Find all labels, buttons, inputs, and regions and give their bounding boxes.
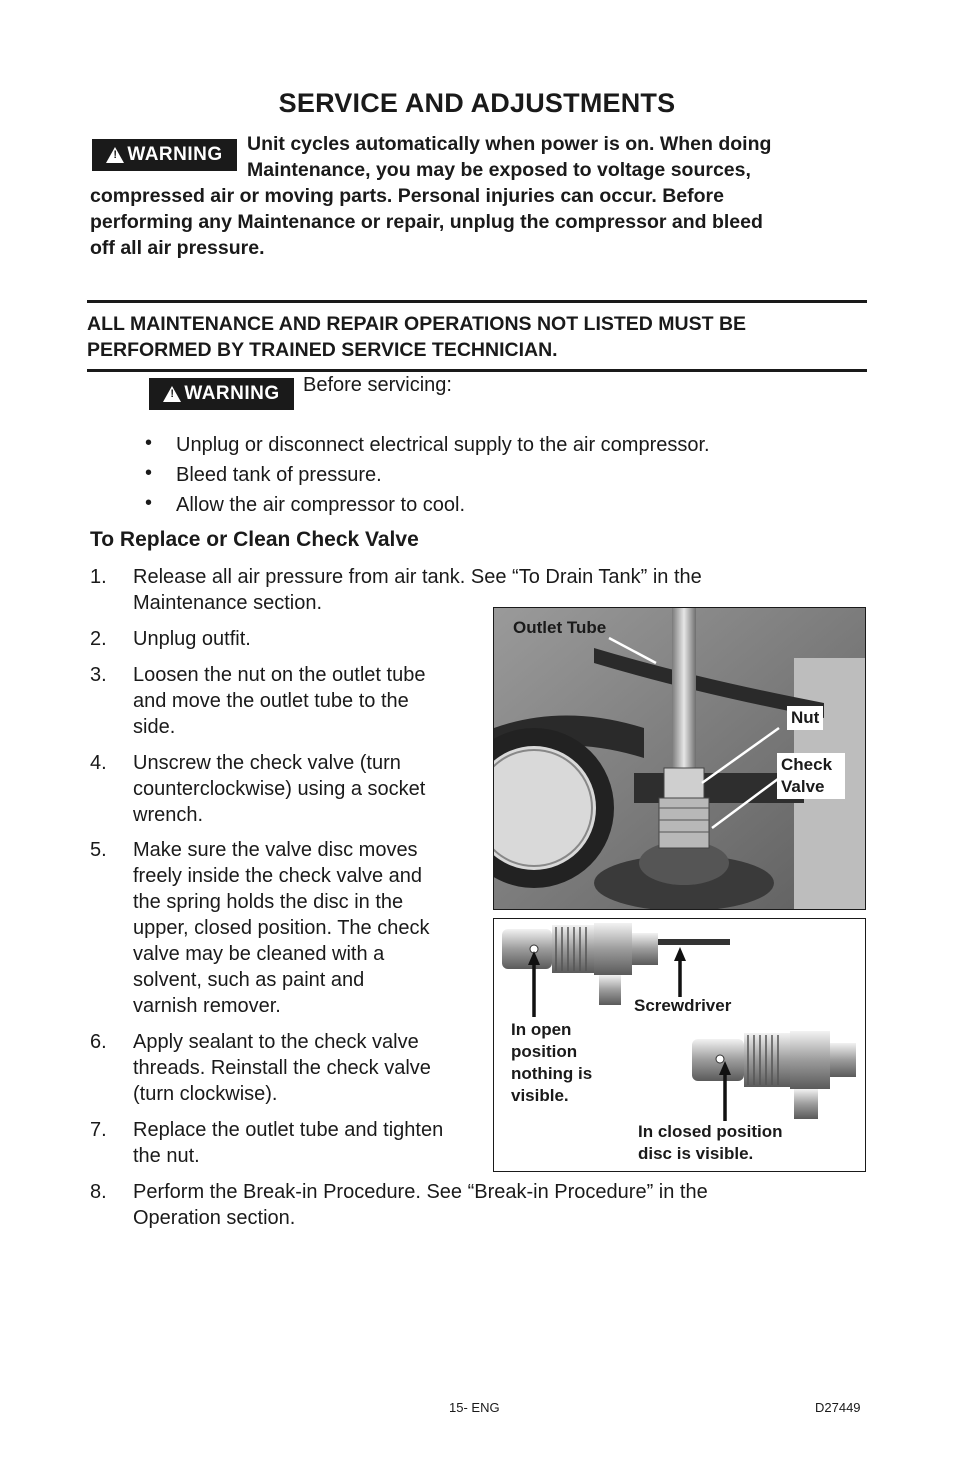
document-code: D27449	[815, 1400, 861, 1415]
divider-top	[87, 300, 867, 303]
bullet-dot: •	[145, 432, 153, 454]
warning-triangle-icon	[106, 147, 124, 163]
warning-line: off all air pressure.	[90, 237, 265, 259]
bullet-dot: •	[145, 492, 153, 514]
step-line: Release all air pressure from air tank. See “To Drain Tank” in the	[133, 566, 702, 588]
step-line: varnish remover.	[133, 995, 281, 1017]
bullet-item: Bleed tank of pressure.	[176, 464, 382, 486]
warning-line: Unit cycles automatically when power is on. When doing	[247, 133, 772, 155]
label-line: position	[511, 1042, 578, 1061]
step-text	[133, 662, 425, 740]
warning-badge	[92, 139, 237, 171]
step-number: 4.	[90, 752, 107, 774]
step-line: the spring holds the disc in the	[133, 891, 404, 913]
step-line: Apply sealant to the check valve	[133, 1031, 419, 1053]
warning-line: compressed air or moving parts. Personal injuries can occur. Before	[90, 185, 724, 207]
step-number: 7.	[90, 1119, 107, 1141]
step-line: counterclockwise) using a socket	[133, 778, 426, 800]
step-line: Replace the outlet tube and tighten	[133, 1119, 444, 1141]
warning-badge	[149, 378, 294, 410]
step-line: Unscrew the check valve (turn	[133, 752, 401, 774]
bullet-item: Allow the air compressor to cool.	[176, 494, 466, 516]
step-number: 5.	[90, 839, 107, 861]
step-line: Operation section.	[133, 1207, 296, 1229]
check-valve-photo	[493, 607, 866, 910]
label-screwdriver: Screwdriver	[634, 996, 732, 1015]
step-number: 2.	[90, 628, 107, 650]
section-heading: To Replace or Clean Check Valve	[90, 528, 419, 551]
before-servicing: Before servicing:	[303, 374, 452, 396]
step-line: (turn clockwise).	[133, 1083, 278, 1105]
bullet-dot: •	[145, 462, 153, 484]
label-line: disc is visible.	[638, 1144, 754, 1163]
step-line: upper, closed position. The check	[133, 917, 430, 939]
step-line: Loosen the nut on the outlet tube	[133, 664, 426, 686]
label-nut: Nut	[787, 706, 823, 730]
step-number: 6.	[90, 1031, 107, 1053]
step-line: side.	[133, 716, 176, 738]
step-line: Maintenance section.	[133, 592, 323, 614]
notice-line: ALL MAINTENANCE AND REPAIR OPERATIONS NOT LISTED MUST BE	[87, 313, 747, 335]
warning-line: Maintenance, you may be exposed to voltage sources,	[247, 159, 751, 181]
step-number: 8.	[90, 1181, 107, 1203]
step-line: the nut.	[133, 1145, 200, 1167]
step-number: 3.	[90, 664, 107, 686]
step-text	[133, 837, 429, 1019]
step-line: Perform the Break-in Procedure. See “Break-in Procedure” in the	[133, 1181, 708, 1203]
label-line: nothing is	[511, 1064, 593, 1083]
step-line: Make sure the valve disc moves	[133, 839, 418, 861]
notice-line: PERFORMED BY TRAINED SERVICE TECHNICIAN.	[87, 339, 558, 361]
warning-text	[247, 131, 771, 183]
step-line: wrench.	[133, 804, 204, 826]
step-line: and move the outlet tube to the	[133, 690, 409, 712]
valve-position-diagram	[493, 918, 866, 1172]
warning-line: performing any Maintenance or repair, unplug the compressor and bleed	[90, 211, 763, 233]
label-line: In open	[511, 1020, 572, 1039]
step-text	[133, 626, 251, 652]
page-title: SERVICE AND ADJUSTMENTS	[278, 88, 676, 118]
label-check-valve	[777, 753, 845, 799]
label-outlet-tube: Outlet Tube	[513, 618, 607, 637]
notice-text	[87, 311, 867, 363]
warning-badge-label: WARNING	[184, 383, 280, 404]
label-line: Check	[781, 755, 833, 774]
step-line: solvent, such as paint and	[133, 969, 365, 991]
label-line: Valve	[781, 777, 825, 796]
page-number: 15- ENG	[449, 1400, 500, 1415]
bullet-item: Unplug or disconnect electrical supply to the air compressor.	[176, 434, 710, 456]
label-closed-position	[638, 1121, 783, 1165]
step-text	[133, 750, 425, 828]
step-line: Unplug outfit.	[133, 628, 251, 650]
step-text	[133, 1029, 431, 1107]
step-text	[133, 1179, 708, 1231]
warning-text-continued	[90, 183, 763, 261]
step-line: valve may be cleaned with a	[133, 943, 385, 965]
divider-bottom	[87, 369, 867, 372]
label-open-position	[511, 1019, 592, 1107]
step-line: freely inside the check valve and	[133, 865, 423, 887]
step-line: threads. Reinstall the check valve	[133, 1057, 431, 1079]
step-text	[133, 1117, 443, 1169]
warning-triangle-icon	[163, 386, 181, 402]
warning-badge-label: WARNING	[127, 144, 223, 165]
label-line: In closed position	[638, 1122, 783, 1141]
step-number: 1.	[90, 566, 107, 588]
label-line: visible.	[511, 1086, 569, 1105]
